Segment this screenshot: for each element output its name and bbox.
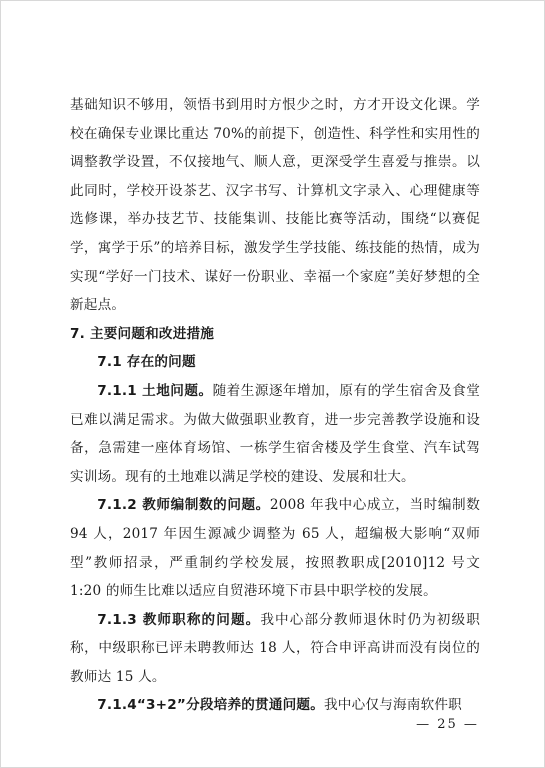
paragraph-7-1-4 [70, 691, 480, 720]
page-number: — 25 — [416, 717, 479, 732]
paragraph-7-1-1 [70, 377, 480, 491]
paragraph-7-1-1-title: 7.1.1 土地问题。 [97, 382, 213, 399]
paragraph-7-1-4-title: 7.1.4“3+2”分段培养的贯通问题。 [97, 697, 325, 714]
section-heading-7: 7. 主要问题和改进措施 [70, 325, 215, 342]
subsection-heading-7-1: 7.1 存在的问题 [97, 354, 196, 371]
paragraph-7-1-2-title: 7.1.2 教师编制数的问题。 [97, 497, 270, 514]
paragraph-7-1-4-body: 我中心仅与海南软件职 [324, 697, 462, 714]
paragraph-7-1-3-body: 我中心部分教师退休时仍为初级职称，中级职称已评未聘教师达 18 人，符合申评高讲而没有岗位的教师达 15 人。 [70, 611, 480, 685]
paragraph-course-setting: 基础知识不够用，领悟书到用时方恨少之时，方才开设文化课。学校在确保专业课比重达 70%的前提下，创造性、科学性和实用性的调整教学设置，不仅接地气、顺人意，更深受学生喜爱与推崇。以此同时，学校开设茶艺、汉字书写、计算机文字录入、心理健康等选修课，举办技艺节、技能集训、技能比赛等活动，围绕“以赛促学，寓学于乐”的培养目标，激发学生学技能、练技能的热情，成为实现“学好一门技术、谋好一份职业、幸福一个家庭”美好梦想的全新起点。 [70, 97, 480, 314]
paragraph-7-1-2 [70, 491, 480, 605]
paragraph-7-1-2-body: 2008 年我中心成立，当时编制数 94 人，2017 年因生源减少调整为 65 人，超编极大影响“双师型”教师招录，严重制约学校发展，按照教职成[2010]12 号文 1:20 的师生比难以适应自贸港环境下市县中职学校的发展。 [70, 497, 480, 600]
page-number-footer [1, 717, 545, 732]
paragraph-7-1-3-title: 7.1.3 教师职称的问题。 [97, 611, 261, 628]
paragraph-7-1-3 [70, 606, 480, 692]
paragraph-7-1-1-body: 随着生源逐年增加，原有的学生宿舍及食堂已难以满足需求。为做大做强职业教育，进一步完善教学设施和设备，急需建一座体育场馆、一栋学生宿舍楼及学生食堂、汽车试驾实训场。现有的土地难以满足学校的建设、发展和壮大。 [70, 382, 480, 485]
document-body [70, 91, 480, 720]
